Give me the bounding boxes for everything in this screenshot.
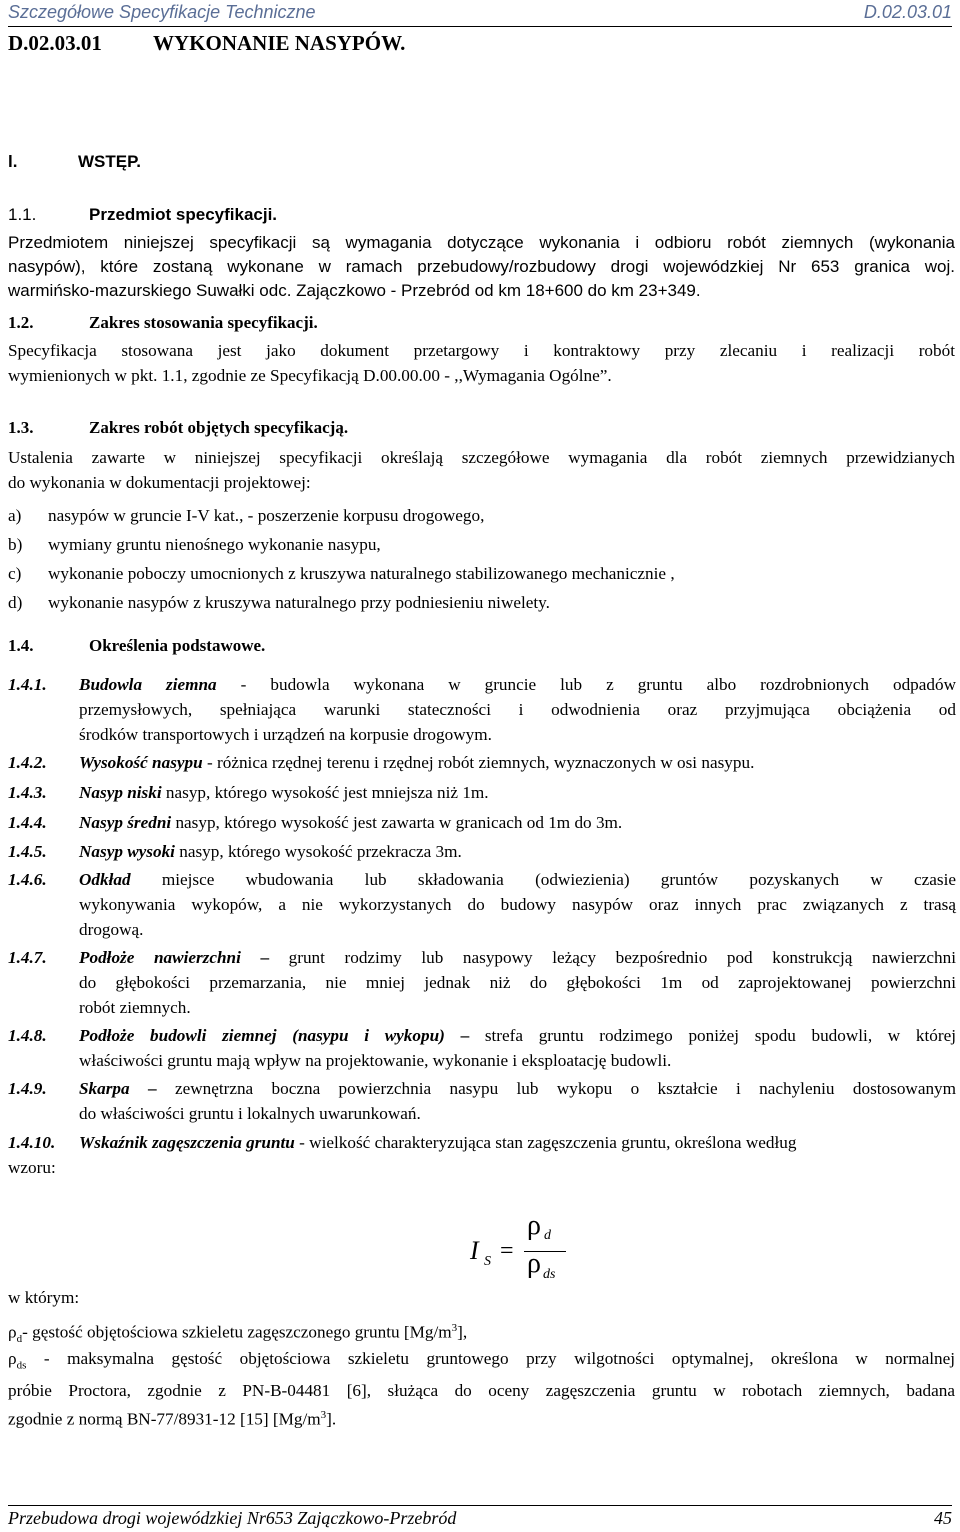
definition-number: 1.4.8. (8, 1026, 47, 1045)
list-item-label: a) (8, 506, 22, 525)
header-code: D.02.03.01 (863, 2, 952, 22)
definition-number: 1.4.2. (8, 753, 47, 772)
definition-1-4-10 (8, 1130, 956, 1155)
section-1-3-heading (8, 418, 348, 438)
section-1-title: WSTĘP. (78, 152, 141, 171)
definition-number: 1.4.6. (8, 870, 47, 889)
unit-superscript: 3 (451, 1322, 458, 1334)
definition-text: różnica rzędnej terenu i rzędnej robót ziemnych, wyznaczonych w osi nasypu. (217, 753, 755, 772)
section-1-2-line-1: Specyfikacja stosowana jest jako dokument przetargowy i kontraktowy przy zlecaniu i realizacji robót (8, 341, 955, 360)
rho-ds-text: - maksymalna gęstość objętościowa szkieletu gruntowego przy wilgotności optymalnej, określona w normalnej (26, 1349, 955, 1368)
section-1-1-line-3: warmińsko-mazurskiego Suwałki odc. Zajączkowo - Przebród od km 18+600 do km 23+349. (8, 281, 701, 300)
rho-symbol: ρ (8, 1349, 17, 1368)
section-1-1-number: 1.1. (8, 205, 37, 224)
list-item-label: b) (8, 535, 23, 554)
definition-text: budowla wykonana w gruncie lub z gruntu albo rozdrobnionych odpadów (270, 675, 956, 694)
section-1-1-line-2: nasypów), które zostaną wykonane w ramach przebudowy/rozbudowy drogi wojewódzkiej Nr 653 granica woj. (8, 257, 955, 276)
definition-number: 1.4.4. (8, 813, 47, 832)
section-1-4-title: Określenia podstawowe. (89, 636, 266, 655)
definition-text: wykonywania wykopów, a nie wykorzystanych do budowy nasypów oraz innych prac związanych z trasą (79, 895, 956, 914)
definition-text: przemysłowych, spełniająca warunki stateczności i odwodnienia oraz przyjmująca obciążenia od (79, 700, 956, 719)
section-1-3-body (8, 447, 955, 494)
definition-text: środków transportowych i urządzeń na korpusie drogowym. (79, 725, 492, 744)
definition-1-4-8 (8, 1023, 956, 1073)
definition-text: nasyp, którego wysokość przekracza 3m. (179, 842, 462, 861)
definition-text: do głębokości przemarzania, nie mniej jednak niż do głębokości 1m od zaprojektowanej powierzchni (79, 973, 956, 992)
section-1-3-title: Zakres robót objętych specyfikacją. (89, 418, 349, 437)
rho-subscript: ds (16, 1359, 27, 1372)
section-1-2-line-2: wymienionych w pkt. 1.1, zgodnie ze Specyfikacją D.00.00.00 - ,,Wymagania Ogólne”. (8, 366, 612, 385)
definition-term: Skarpa (79, 1079, 130, 1098)
definition-text: - wielkość charakteryzująca stan zagęszczenia gruntu, określona według (294, 1133, 797, 1152)
definition-number: 1.4.7. (8, 948, 47, 967)
formula-equals: = (500, 1238, 514, 1264)
definition-term: Wysokość nasypu (79, 753, 203, 772)
definition-term: Nasyp średni (79, 813, 172, 832)
section-1-2-title: Zakres stosowania specyfikacji. (89, 313, 318, 332)
list-item-text: wykonanie poboczy umocnionych z kruszywa naturalnego stabilizowanego mechanicznie , (48, 564, 675, 583)
rho-subscript: d (16, 1333, 23, 1346)
list-item-text: wymiany gruntu nienośnego wykonanie nasypu, (48, 535, 381, 554)
section-1-3-line-1: Ustalenia zawarte w niniejszej specyfikacji określają szczegółowe wymagania dla robót ziemnych przewidzianych (8, 448, 955, 467)
definition-number: 1.4.5. (8, 842, 47, 861)
definition-separator (131, 870, 162, 889)
section-1-4-heading (8, 636, 265, 656)
section-1-heading (8, 152, 141, 172)
rho-ds-text: próbie Proctora, zgodnie z PN-B-04481 [6], służąca do oceny zagęszczenia gruntu w robotach ziemnych, badana (8, 1381, 955, 1401)
definition-text: drogową. (79, 920, 144, 939)
section-1-4-number: 1.4. (8, 636, 34, 655)
definition-text: miejsce wbudowania lub składowania (odwiezienia) gruntów pozyskanych w czasie (161, 870, 956, 889)
definition-1-4-6 (8, 867, 956, 942)
formula-numerator-subscript: d (544, 1228, 551, 1243)
definition-separator: – (240, 948, 289, 967)
section-1-1-heading (8, 205, 277, 225)
definition-number: 1.4.1. (8, 675, 47, 694)
section-1-2-number: 1.2. (8, 313, 34, 332)
rho-ds-definition (8, 1346, 955, 1432)
section-1-number: l. (8, 152, 18, 171)
definition-separator: - (216, 675, 271, 694)
definition-number: 1.4.3. (8, 783, 47, 802)
formula-numerator: ρ (527, 1210, 541, 1241)
footer-project-title: Przebudowa drogi wojewódzkiej Nr653 Zajączkowo-Przebród (8, 1508, 457, 1528)
definition-1-4-3 (8, 780, 956, 805)
page-number: 45 (934, 1508, 952, 1528)
section-1-3-line-2: do wykonania w dokumentacji projektowej: (8, 473, 311, 492)
list-item (8, 564, 675, 584)
section-1-3-number: 1.3. (8, 418, 34, 437)
definition-separator: – (129, 1079, 175, 1098)
page-footer (8, 1505, 952, 1532)
definition-number: 1.4.10. (8, 1133, 56, 1152)
definition-text: nasyp, którego wysokość jest zawarta w granicach od 1m do 3m. (175, 813, 623, 832)
list-item (8, 506, 484, 526)
definition-term: Wskaźnik zagęszczenia gruntu (79, 1133, 295, 1152)
definition-text: strefa gruntu rodzimego poniżej spodu budowli, w której (484, 1026, 956, 1045)
definition-1-4-5 (8, 839, 956, 864)
list-item (8, 535, 381, 555)
list-item-text: nasypów w gruncie I-V kat., - poszerzenie korpusu drogowego, (48, 506, 485, 525)
definition-separator: – (444, 1026, 485, 1045)
formula-lhs: I (470, 1236, 479, 1265)
rho-symbol: ρ (8, 1322, 17, 1342)
list-item-label: d) (8, 593, 23, 612)
header-title: Szczegółowe Specyfikacje Techniczne (8, 2, 316, 22)
section-1-1-line-1: Przedmiotem niniejszej specyfikacji są wymagania dotyczące wykonania i odbioru robót ziemnych (wykonania (8, 233, 955, 252)
section-1-1-body (8, 232, 955, 302)
definition-text: grunt rodzimy lub nasypowy leżący bezpośrednio pod konstrukcją nawierzchni (288, 948, 956, 967)
formula-lhs-subscript: S (484, 1254, 491, 1269)
definition-text: robót ziemnych. (79, 998, 191, 1017)
definition-1-4-1 (8, 672, 956, 747)
section-1-2-heading (8, 313, 318, 333)
section-1-1-title: Przedmiot specyfikacji. (89, 205, 278, 224)
definition-text: właściwości gruntu mają wpływ na projektowanie, wykonanie i eksploatację budowli. (79, 1051, 672, 1070)
rho-d-text: - gęstość objętościowa szkieletu zagęszczonego gruntu [Mg/m (22, 1322, 452, 1342)
where-label: w którym: (8, 1288, 80, 1307)
document-title (8, 31, 405, 56)
definition-term: Podłoże nawierzchni (79, 948, 241, 967)
definition-text: zewnętrzna boczna powierzchnia nasypu lub wykopu o kształcie i nachyleniu dostosowanym (174, 1079, 957, 1098)
list-item (8, 593, 550, 613)
definition-1-4-7 (8, 945, 956, 1020)
list-item-text: wykonanie nasypów z kruszywa naturalnego przy podniesieniu niwelety. (48, 593, 550, 612)
definition-term: Nasyp wysoki (79, 842, 175, 861)
formula-denominator: ρ (527, 1248, 541, 1279)
page-header (8, 0, 952, 27)
definition-separator: - (202, 753, 217, 772)
definition-text: nasyp, którego wysokość jest mniejsza niż 1m. (165, 783, 489, 802)
rho-ds-text: zgodnie z normą BN-77/8931-12 [15] [Mg/m (8, 1410, 321, 1430)
title-code: D.02.03.01 (8, 31, 102, 55)
definition-term: Podłoże budowli ziemnej (nasypu i wykopu) (79, 1026, 445, 1045)
definition-term: Nasyp niski (79, 783, 162, 802)
compaction-index-formula (470, 1210, 590, 1288)
definition-number: 1.4.9. (8, 1079, 47, 1098)
definition-1-4-9 (8, 1076, 956, 1126)
rho-ds-end: ]. (326, 1410, 337, 1430)
definition-term: Odkład (79, 870, 131, 889)
formula-denominator-subscript: ds (543, 1267, 556, 1282)
definition-1-4-4 (8, 810, 956, 835)
definition-term: Budowla ziemna (79, 675, 217, 694)
unit-superscript: 3 (320, 1409, 327, 1422)
title-text: WYKONANIE NASYPÓW. (153, 31, 406, 55)
definition-text: do właściwości gruntu i lokalnych uwarunkowań. (79, 1104, 421, 1123)
section-1-2-body (8, 340, 955, 387)
definition-1-4-10-continuation: wzoru: (8, 1158, 56, 1177)
list-item-label: c) (8, 564, 22, 583)
definition-1-4-2 (8, 750, 956, 775)
rho-d-end: ], (457, 1322, 468, 1342)
